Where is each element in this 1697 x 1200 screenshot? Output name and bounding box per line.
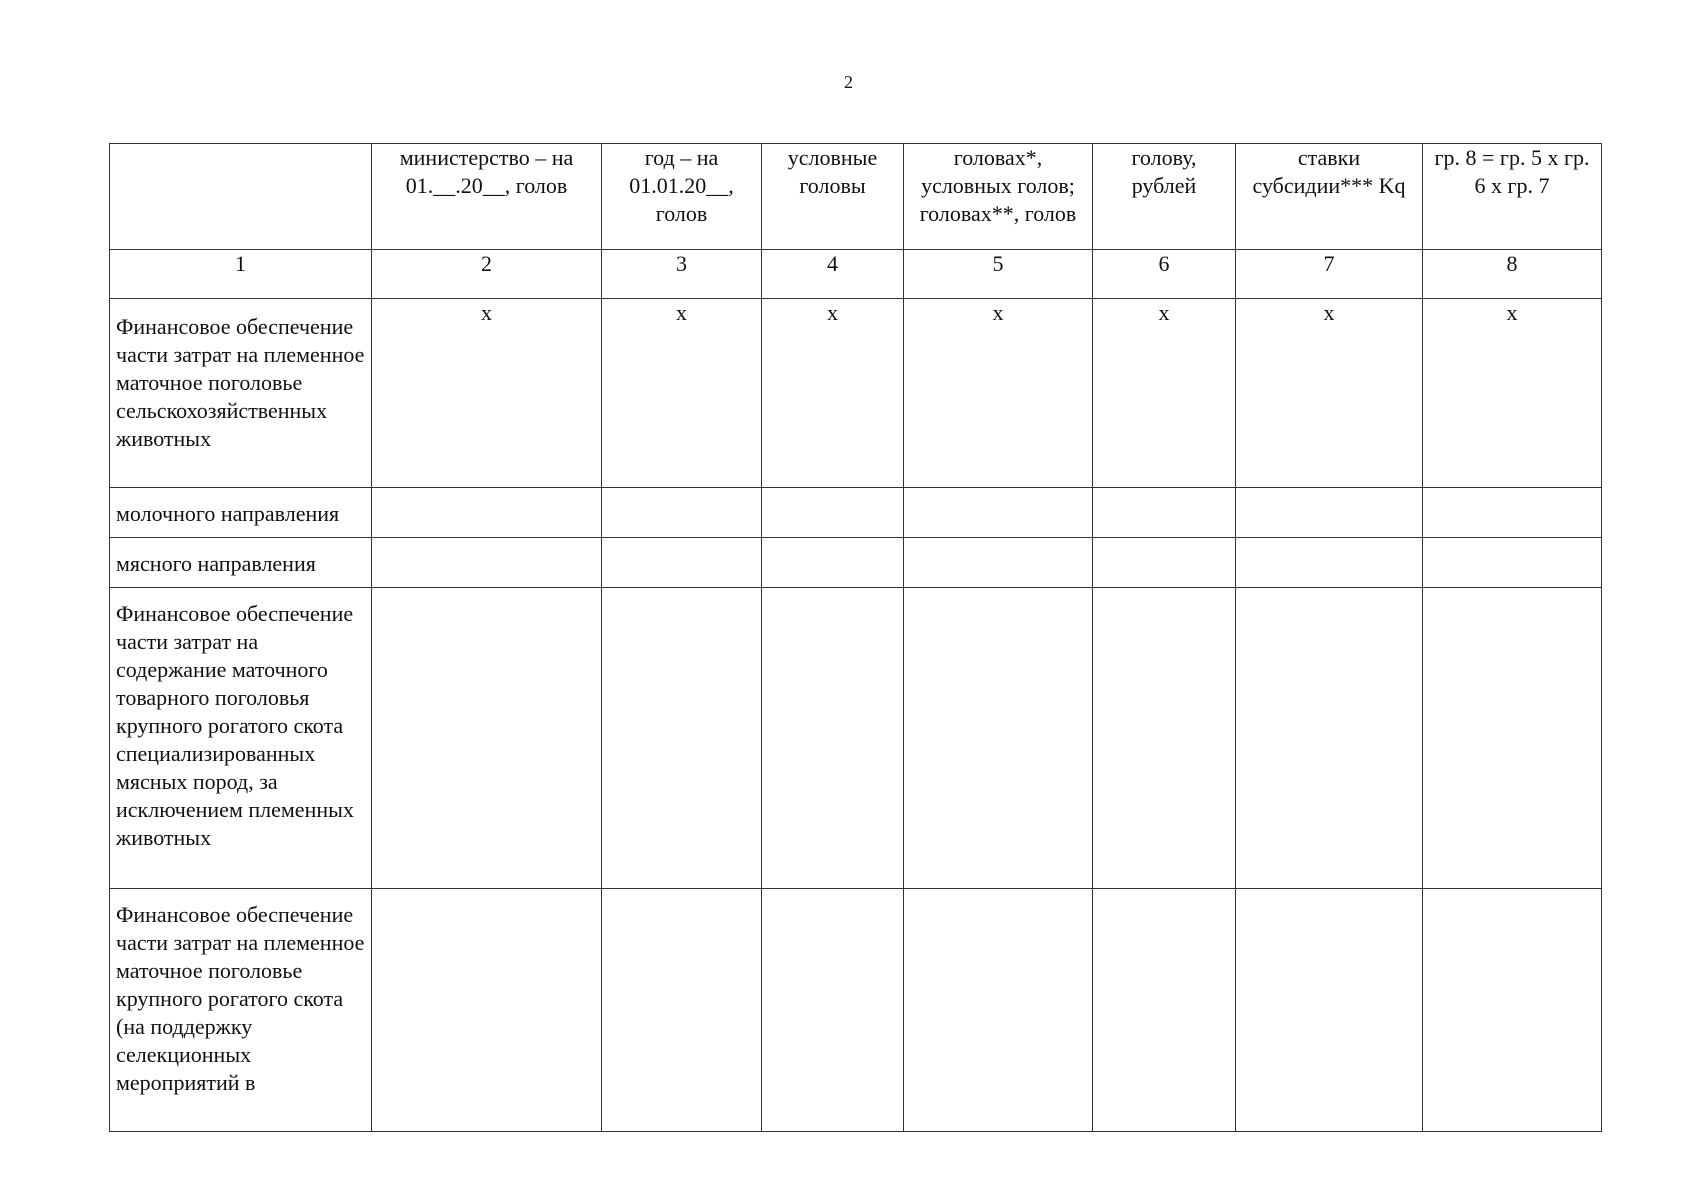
- table-cell: [1236, 488, 1423, 538]
- header-cell-3: год – на 01.01.20__, голов: [602, 144, 762, 250]
- header-row: [110, 144, 1602, 250]
- table-cell: [904, 588, 1093, 889]
- subsidy-table: [109, 143, 1602, 1132]
- table-cell: [602, 889, 762, 1132]
- table-cell: х: [904, 299, 1093, 488]
- header-cell-6: голову, рублей: [1093, 144, 1236, 250]
- column-number: 8: [1423, 250, 1602, 299]
- table-row: [110, 538, 1602, 588]
- table-cell: [372, 538, 602, 588]
- table-cell: [1423, 488, 1602, 538]
- table-cell: х: [372, 299, 602, 488]
- header-cell-2: министерство – на 01.__.20__, голов: [372, 144, 602, 250]
- column-number-row: [110, 250, 1602, 299]
- table-cell: [1423, 889, 1602, 1132]
- table-cell: [762, 889, 904, 1132]
- header-cell-5: головах*, условных голов; головах**, голов: [904, 144, 1093, 250]
- table-cell: [762, 538, 904, 588]
- row-label: молочного направления: [110, 488, 372, 538]
- header-cell-8: гр. 8 = гр. 5 х гр. 6 х гр. 7: [1423, 144, 1602, 250]
- table-cell: [762, 588, 904, 889]
- page-number: 2: [844, 72, 853, 92]
- column-number: 2: [372, 250, 602, 299]
- table-cell: [904, 889, 1093, 1132]
- table-cell: х: [1093, 299, 1236, 488]
- table-cell: [1093, 488, 1236, 538]
- table-cell: [372, 889, 602, 1132]
- table-row: [110, 488, 1602, 538]
- table-cell: х: [762, 299, 904, 488]
- table-cell: [602, 588, 762, 889]
- table-cell: [904, 538, 1093, 588]
- column-number: 4: [762, 250, 904, 299]
- table-cell: [1423, 538, 1602, 588]
- header-cell-1: [110, 144, 372, 250]
- table-cell: [904, 488, 1093, 538]
- table-row: [110, 588, 1602, 889]
- table-row: [110, 299, 1602, 488]
- header-cell-4: условные головы: [762, 144, 904, 250]
- table-cell: х: [602, 299, 762, 488]
- table-cell: [602, 538, 762, 588]
- column-number: 5: [904, 250, 1093, 299]
- table-cell: [1236, 588, 1423, 889]
- table-cell: [1423, 588, 1602, 889]
- table-cell: [1093, 538, 1236, 588]
- table-cell: [1093, 588, 1236, 889]
- header-cell-7: ставки субсидии*** Kq: [1236, 144, 1423, 250]
- row-label: Финансовое обеспечение части затрат на содержание маточного товарного поголовья крупного рогатого скота специализированных мясных пород, за исключением племенных животных: [110, 588, 372, 889]
- column-number: 7: [1236, 250, 1423, 299]
- row-label: мясного направления: [110, 538, 372, 588]
- column-number: 1: [110, 250, 372, 299]
- table-cell: [372, 488, 602, 538]
- table-cell: [762, 488, 904, 538]
- column-number: 6: [1093, 250, 1236, 299]
- table-row: [110, 889, 1602, 1132]
- table-cell: [1236, 889, 1423, 1132]
- table-cell: [1093, 889, 1236, 1132]
- column-number: 3: [602, 250, 762, 299]
- row-label: Финансовое обеспечение части затрат на племенное маточное поголовье сельскохозяйственных животных: [110, 299, 372, 488]
- table-cell: х: [1236, 299, 1423, 488]
- table-cell: [1236, 538, 1423, 588]
- row-label: Финансовое обеспечение части затрат на племенное маточное поголовье крупного рогатого скота (на поддержку селекционных мероприятий в: [110, 889, 372, 1132]
- table-cell: х: [1423, 299, 1602, 488]
- table-cell: [372, 588, 602, 889]
- table-cell: [602, 488, 762, 538]
